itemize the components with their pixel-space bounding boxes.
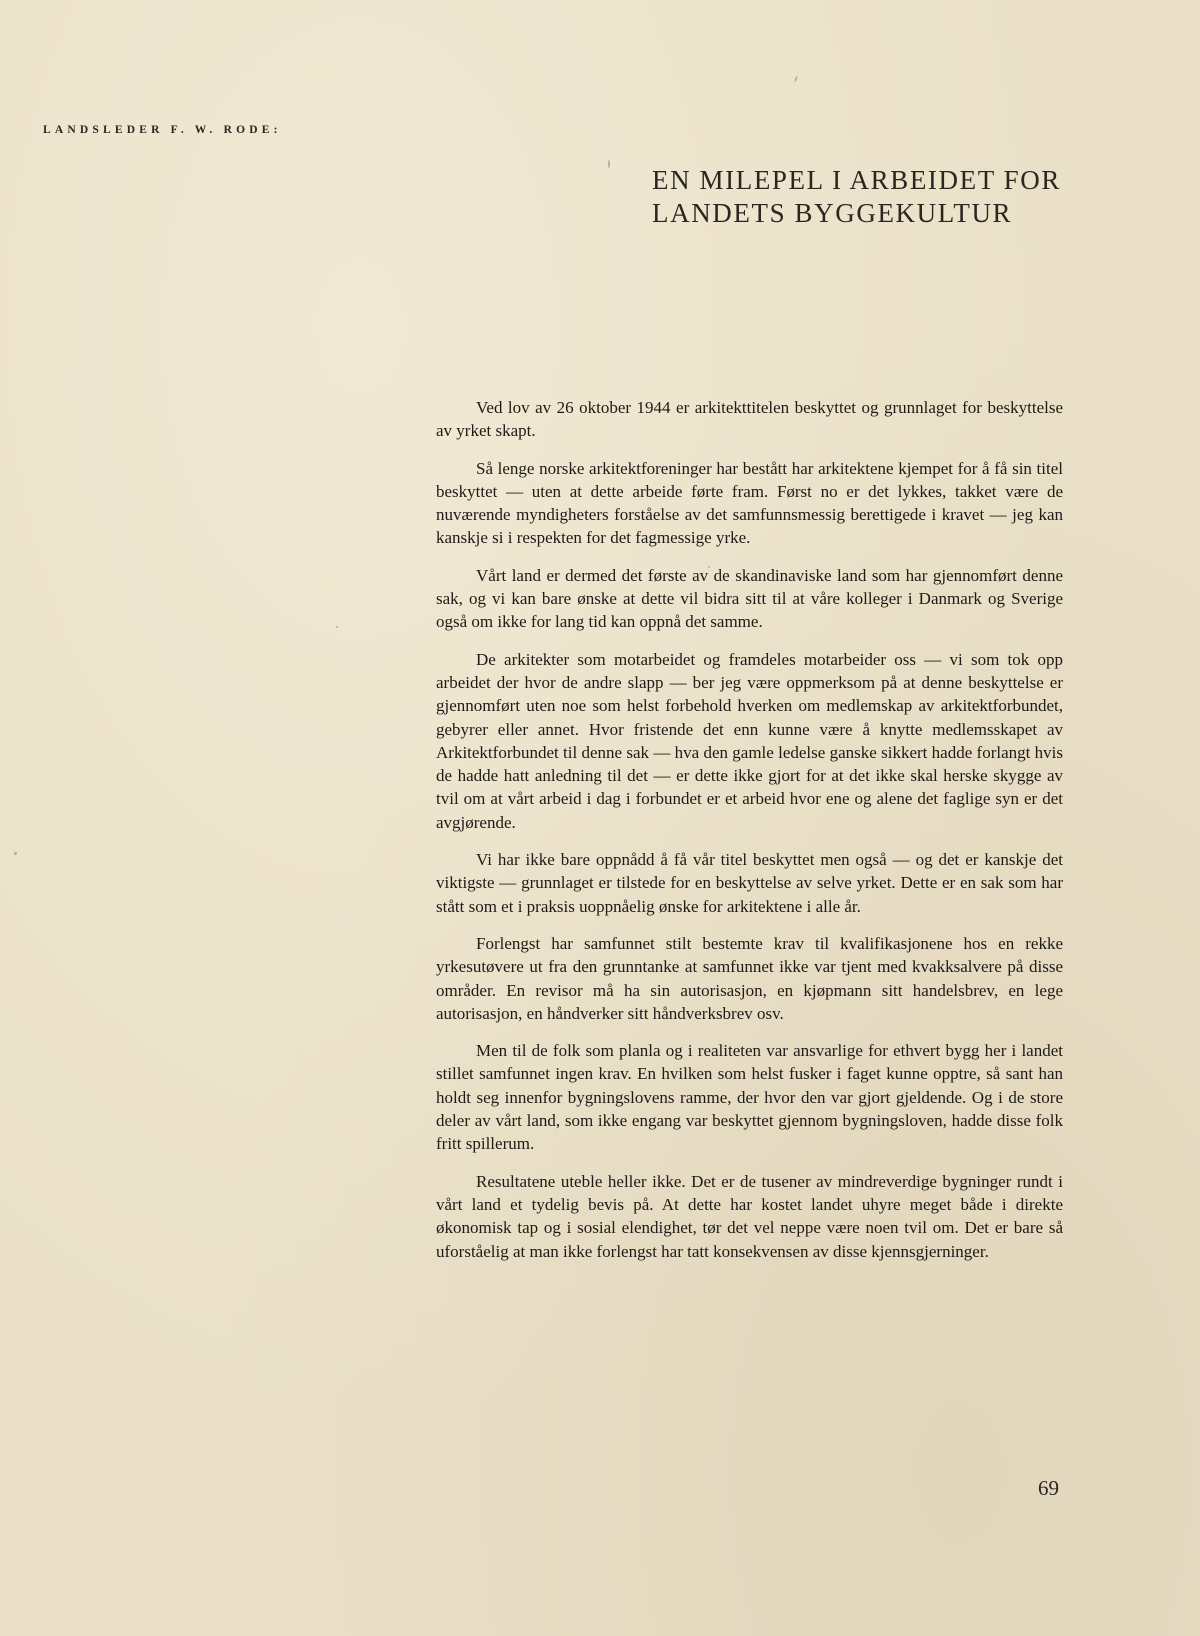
paragraph: Men til de folk som planla og i realiteten var ansvarlige for ethvert bygg her i landet stillet samfunnet ingen krav. En hvilken som helst fusker i faget kunne opptre, så sant han holdt seg innenfor bygningslovens ramme, der hvor den var gjort gjeldende. Og i de store deler av vårt land, som ikke engang var beskyttet gjennom bygningsloven, hadde disse folk fritt spillerum.: [436, 1041, 1063, 1154]
paper-speck: [794, 76, 798, 82]
article-body: [436, 396, 1063, 1277]
page-title: [652, 164, 1132, 230]
paper-speck: [336, 626, 338, 628]
paper-speck: [608, 160, 610, 168]
paragraph: De arkitekter som motarbeidet og framdeles motarbeider oss — vi som tok opp arbeidet der hvor de andre slapp — ber jeg være oppmerksom på at denne beskyttelse er gjennomført uten noe som helst forbehold hverken om medlemskap av arkitektforbundet, gebyrer eller annet. Hvor fristende det enn kunne være å knytte medlemsskapet av Arkitektforbundet til denne sak — hva den gamle ledelse ganske sikkert hadde forlangt hvis de hadde hatt anledning til det — er dette ikke gjort for at det ikke skal herske skygge av tvil om at vårt arbeid i dag i forbundet er et arbeid hvor ene og alene det faglige syn er det avgjørende.: [436, 649, 1063, 832]
paragraph: Resultatene uteble heller ikke. Det er de tusener av mindreverdige bygninger rundt i vårt land et tydelig bevis på. At dette har kostet landet uhyre meget både i direkte økonomisk tap og i sosial elendighet, tør det vel neppe være noen tvil om. Det er bare så uforståelig at man ikke forlengst har tatt konsekvensen av disse kjennsgjerninger.: [436, 1171, 1063, 1261]
paragraph: Vi har ikke bare oppnådd å få vår titel beskyttet men også — og det er kanskje det viktigste — grunnlaget er tilstede for en beskyttelse av selve yrket. Dette er en sak som har stått som et i praksis uoppnåelig ønske for arkitektene i alle år.: [436, 850, 1063, 916]
paragraph: Vårt land er dermed det første av de skandinaviske land som har gjennomført denne sak, og vi kan bare ønske at dette vil bidra sitt til at våre kolleger i Danmark og Sverige også om ikke for lang tid kan oppnå det samme.: [436, 565, 1063, 632]
paper-speck: [14, 852, 17, 855]
title-line: LANDETS BYGGEKULTUR: [652, 198, 1013, 228]
paragraph: Så lenge norske arkitektforeninger har bestått har arkitektene kjempet for å få sin titel beskyttet — uten at dette arbeide førte fram. Først no er det lykkes, takket være de nuværende myndigheters forståelse av det samfunnsmessig berettigede i kravet — jeg kan kanskje si i respekten for det fagmessige yrke.: [436, 458, 1063, 548]
paragraph: Ved lov av 26 oktober 1944 er arkitekttitelen beskyttet og grunnlaget for beskyttelse av yrket skapt.: [436, 398, 1063, 441]
title-line: EN MILEPEL I ARBEIDET FOR: [652, 165, 1061, 195]
paragraph: Forlengst har samfunnet stilt bestemte krav til kvalifikasjonene hos en rekke yrkesutøvere ut fra den grunntanke at samfunnet ikke var tjent med kvakksalvere på disse områder. En revisor må ha sin autorisasjon, en kjøpmann sitt handelsbrev, en lege autorisasjon, en håndverker sitt håndverksbrev osv.: [436, 933, 1063, 1023]
page-number: 69: [1038, 1476, 1059, 1500]
byline: LANDSLEDER F. W. RODE:: [43, 124, 282, 136]
